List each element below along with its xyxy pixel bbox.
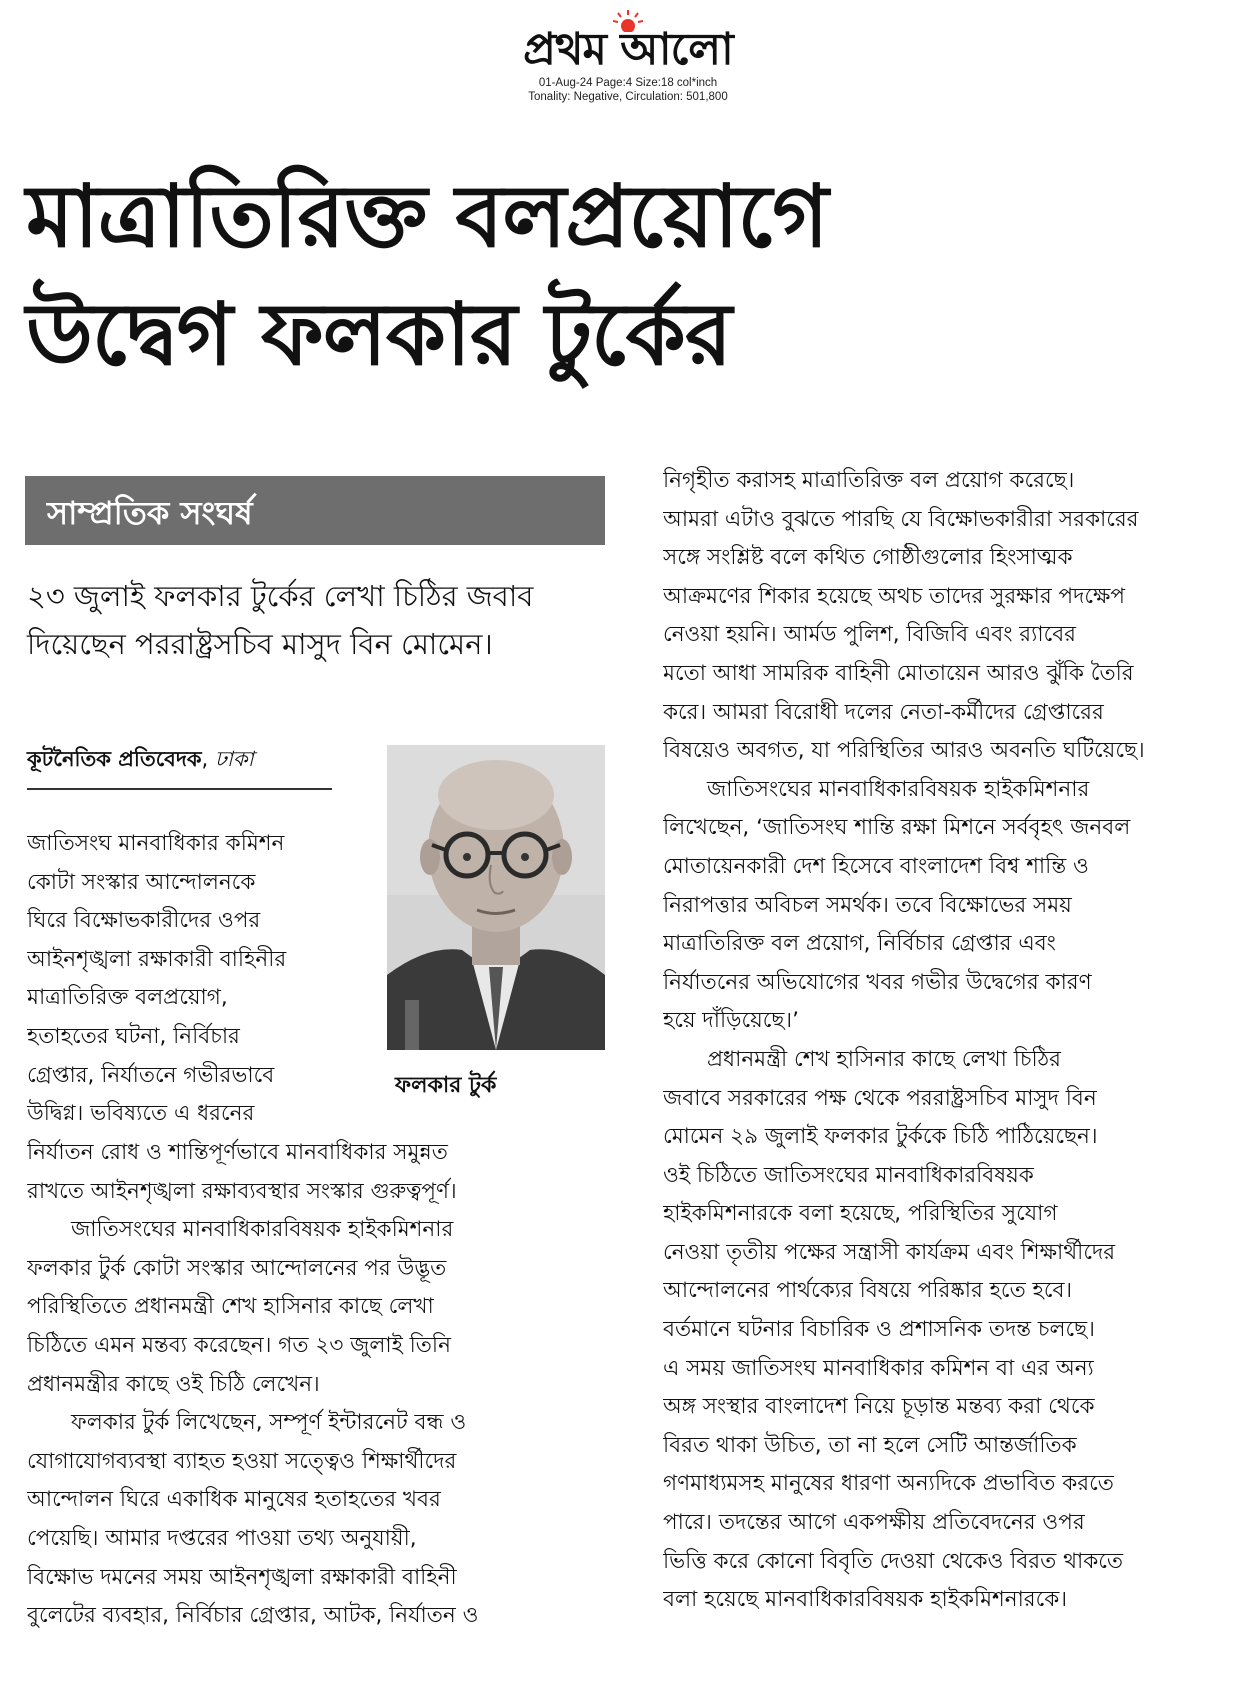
clip-meta-line-2: Tonality: Negative, Circulation: 501,800 [528, 91, 728, 103]
article-line: বিক্ষোভ দমনের সময় আইনশৃঙ্খলা রক্ষাকারী বাহিনী [27, 1564, 457, 1590]
logo-text: প্রথম আলো [523, 24, 733, 75]
article-line: নির্যাতন রোধ ও শান্তিপূর্ণভাবে মানবাধিকার সমুন্নত [27, 1140, 448, 1165]
article-line: ফলকার টুর্ক কোটা সংস্কার আন্দোলনের পর উদ্ভূত [27, 1255, 447, 1281]
article-line: নিরাপত্তার অবিচল সমর্থক। তবে বিক্ষোভের সময় [663, 892, 1072, 918]
article-line: প্রধানমন্ত্রী শেখ হাসিনার কাছে লেখা চিঠির [707, 1046, 1061, 1072]
section-label: সাম্প্রতিক সংঘর্ষ [47, 494, 253, 532]
prothom-alo-logo [478, 10, 778, 80]
article-line: ফলকার টুর্ক লিখেছেন, সম্পূর্ণ ইন্টারনেট বন্ধ ও [71, 1410, 467, 1436]
article-line: ভিত্তি করে কোনো বিবৃতি দেওয়া থেকেও বিরত থাকতে [663, 1548, 1124, 1574]
article-line: পরিস্থিতিতে প্রধানমন্ত্রী শেখ হাসিনার কাছে লেখা [27, 1294, 434, 1320]
article-line: প্রধানমন্ত্রীর কাছে ওই চিঠি লেখেন। [27, 1371, 320, 1397]
clip-metadata [480, 76, 776, 104]
article-line: বুলেটের ব্যবহার, নির্বিচার গ্রেপ্তার, আটক, নির্যাতন ও [27, 1603, 479, 1629]
article-line: নিগৃহীত করাসহ মাত্রাতিরিক্ত বল প্রয়োগ করেছে। [663, 468, 1075, 493]
article-column-right [663, 462, 1233, 1620]
article-line: করে। আমরা বিরোধী দলের নেতা-কর্মীদের গ্রেপ্তারের [663, 699, 1104, 725]
article-line: জাতিসংঘ মানবাধিকার কমিশন [27, 831, 285, 856]
headline [26, 158, 1226, 394]
article-line: এ সময় জাতিসংঘ মানবাধিকার কমিশন বা এর অন্য [663, 1355, 1094, 1381]
article-line: জাতিসংঘের মানবাধিকারবিষয়ক হাইকমিশনার [71, 1217, 454, 1243]
article-line: হয়ে দাঁড়িয়েছে।’ [663, 1008, 799, 1034]
article-line: বিরত থাকা উচিত, তা না হলে সেটি আন্তর্জাতিক [663, 1432, 1077, 1458]
article-line: যোগাযোগব্যবস্থা ব্যাহত হওয়া সত্ত্বেও শিক্ষার্থীদের [27, 1448, 457, 1474]
article-line: আন্দোলন ঘিরে একাধিক মানুষের হতাহতের খবর [27, 1487, 441, 1513]
article-column-left-wide [27, 1134, 605, 1636]
article-line: হতাহতের ঘটনা, নির্বিচার [27, 1023, 240, 1049]
article-line: অঙ্গ সংস্থার বাংলাদেশ নিয়ে চূড়ান্ত মন্তব্য করা থেকে [663, 1394, 1095, 1420]
article-line: সঙ্গে সংশ্লিষ্ট বলে কথিত গোষ্ঠীগুলোর হিংসাত্মক [663, 545, 1073, 571]
photo-caption: ফলকার টুর্ক [395, 1073, 497, 1098]
article-line: নেওয়া হয়নি। আর্মড পুলিশ, বিজিবি এবং র‍্যাবের [663, 622, 1077, 648]
article-line: ঘিরে বিক্ষোভকারীদের ওপর [27, 908, 261, 934]
headline-line-2: উদ্বেগ ফলকার টুর্কের [26, 285, 732, 385]
article-line: আন্দোলনের পার্থক্যের বিষয়ে পরিষ্কার হতে হবে। [663, 1278, 1073, 1304]
article-column-left-narrow [27, 825, 372, 1134]
article-line: মাত্রাতিরিক্ত বলপ্রয়োগ, [27, 985, 228, 1011]
article-line: গ্রেপ্তার, নির্যাতনে গভীরভাবে [27, 1062, 275, 1088]
article-line: আমরা এটাও বুঝতে পারছি যে বিক্ষোভকারীরা সরকারের [663, 506, 1139, 532]
masthead [0, 0, 1256, 115]
article-line: ওই চিঠিতে জাতিসংঘের মানবাধিকারবিষয়ক [663, 1162, 1034, 1188]
article-line: বিষয়েও অবগত, যা পরিস্থিতির আরও অবনতি ঘটিয়েছে। [663, 738, 1145, 764]
byline [27, 744, 347, 774]
article-line: মাত্রাতিরিক্ত বল প্রয়োগ, নির্বিচার গ্রেপ্তার এবং [663, 931, 1056, 957]
article-line: মোতায়েনকারী দেশ হিসেবে বাংলাদেশ বিশ্ব শান্তি ও [663, 853, 1089, 879]
article-line: চিঠিতে এমন মন্তব্য করেছেন। গত ২৩ জুলাই তিনি [27, 1332, 451, 1358]
article-line: রাখতে আইনশৃঙ্খলা রক্ষাব্যবস্থার সংস্কার গুরুত্বপূর্ণ। [27, 1178, 457, 1204]
article-line: নির্যাতনের অভিযোগের খবর গভীর উদ্বেগের কারণ [663, 969, 1092, 995]
section-label-bar [25, 476, 605, 545]
article-line: কোটা সংস্কার আন্দোলনকে [27, 869, 256, 895]
portrait-photo [387, 745, 605, 1050]
byline-separator: , [201, 747, 215, 771]
article-line: আইনশৃঙ্খলা রক্ষাকারী বাহিনীর [27, 946, 287, 972]
article-line: লিখেছেন, ‘জাতিসংঘ শান্তি রক্ষা মিশনে সর্ববৃহৎ জনবল [663, 815, 1131, 841]
byline-divider [27, 788, 332, 790]
clip-meta-line-1: 01-Aug-24 Page:4 Size:18 col*inch [538, 77, 718, 89]
intro-summary: ২৩ জুলাই ফলকার টুর্কের লেখা চিঠির জবাব দিয়েছেন পররাষ্ট্রসচিব মাসুদ বিন মোমেন। [27, 579, 534, 661]
headline-line-1: মাত্রাতিরিক্ত বলপ্রয়োগে [26, 167, 828, 267]
article-line: মতো আধা সামরিক বাহিনী মোতায়েন আরও ঝুঁকি তৈরি [663, 660, 1134, 686]
byline-name: কূটনৈতিক প্রতিবেদক [27, 747, 202, 771]
byline-location: ঢাকা [214, 747, 254, 771]
article-line: হাইকমিশনারকে বলা হয়েছে, পরিস্থিতির সুযোগ [663, 1201, 1058, 1227]
article-line: উদ্বিগ্ন। ভবিষ্যতে এ ধরনের [27, 1101, 255, 1127]
article-line: পারে। তদন্তের আগে একপক্ষীয় প্রতিবেদনের ওপর [663, 1510, 1085, 1536]
article-line: বর্তমানে ঘটনার বিচারিক ও প্রশাসনিক তদন্ত চলছে। [663, 1317, 1095, 1343]
article-line: জাতিসংঘের মানবাধিকারবিষয়ক হাইকমিশনার [707, 776, 1090, 802]
article-line: জবাবে সরকারের পক্ষ থেকে পররাষ্ট্রসচিব মাসুদ বিন [663, 1085, 1097, 1111]
article-line: পেয়েছি। আমার দপ্তরের পাওয়া তথ্য অনুযায়ী, [27, 1525, 417, 1551]
article-line: আক্রমণের শিকার হয়েছে অথচ তাদের সুরক্ষার পদক্ষেপ [663, 583, 1126, 609]
article-line: বলা হয়েছে মানবাধিকারবিষয়ক হাইকমিশনারকে। [663, 1587, 1068, 1613]
article-line: গণমাধ্যমসহ মানুষের ধারণা অন্যদিকে প্রভাবিত করতে [663, 1471, 1114, 1497]
article-line: নেওয়া তৃতীয় পক্ষের সন্ত্রাসী কার্যক্রম এবং শিক্ষার্থীদের [663, 1239, 1116, 1265]
article-line: মোমেন ২৯ জুলাই ফলকার টুর্ককে চিঠি পাঠিয়েছেন। [663, 1124, 1098, 1150]
portrait-illustration [387, 745, 605, 1050]
